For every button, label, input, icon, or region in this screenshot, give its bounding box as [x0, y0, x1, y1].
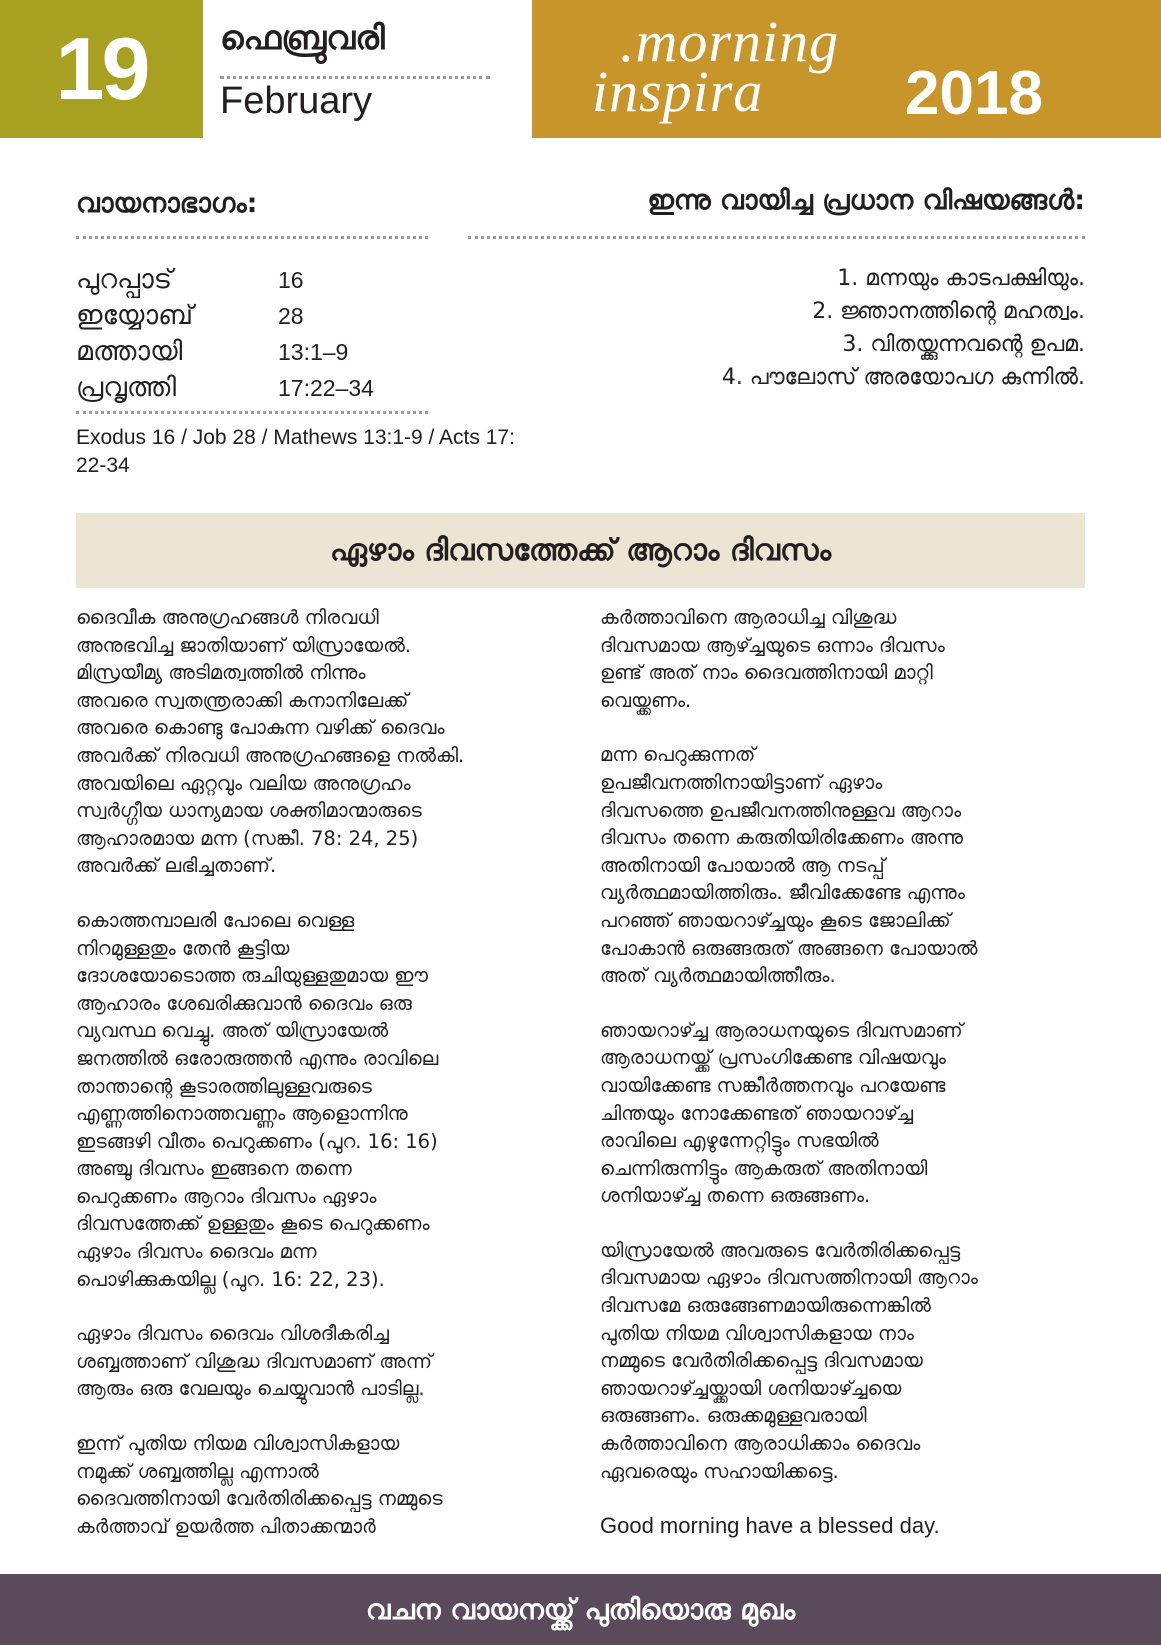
closing-greeting: Good morning have a blessed day. [600, 1513, 940, 1539]
day-number: 19 [55, 19, 148, 118]
month-divider [220, 76, 490, 79]
month-english: February [220, 80, 373, 122]
footer-banner [0, 1574, 1161, 1645]
body-paragraph: ദൈവീക അനുഗ്രഹങ്ങൾ നിരവധി അനുഭവിച്ച ജാതിയാണ് യിസ്രായേൽ. മിസ്രയീമ്യ അടിമത്വത്തിൽ നിന്നും അവരെ സ്വതന്ത്രരാക്കി കനാനിലേക്ക് അവരെ കൊണ്ടു പോകുന്ന വഴിക്ക് ദൈവം അവർക്ക് നിരവധി അനുഗ്രഹങ്ങളെ നൽകി. അവയിലെ ഏറ്റവും വലിയ അനുഗ്രഹം സ്വർഗ്ഗീയ ധാന്യമായ ശക്തിമാന്മാരുടെ ആഹാരമായ മന്ന (സങ്കീ. 78: 24, 25) അവർക്ക് ലഭിച്ചതാണ്. [76, 606, 465, 878]
reading-row [76, 262, 304, 298]
body-column-left [76, 604, 576, 1567]
body-column-right [600, 604, 1100, 1540]
reading-book: പ്രവൃത്തി [76, 372, 177, 403]
body-paragraph: കർത്താവിനെ ആരാധിച്ച വിശുദ്ധ ദിവസമായ ആഴ്ച്ചയുടെ ഒന്നാം ദിവസം ഉണ്ട് അത് നാം ദൈവത്തിനായി മാറ്റി വെയ്ക്കണം. [600, 606, 945, 712]
topic-item: 1. മന്നയും കാടപക്ഷിയും. [837, 266, 1085, 291]
reading-reference: 13:1–9 [278, 338, 349, 365]
reading-reference: 16 [278, 266, 304, 293]
reading-row [76, 334, 348, 370]
reading-book: ഇയ്യോബ് [76, 300, 193, 331]
body-paragraph: ഞായറാഴ്ച്ച ആരാധനയുടെ ദിവസമാണ് ആരാധനയ്ക്ക് പ്രസംഗിക്കേണ്ട വിഷയവും വായിക്കേണ്ട സങ്കീർത്തനവും പറയേണ്ട ചിന്തയും നോക്കേണ്ടത് ഞായറാഴ്ച്ച രാവിലെ എഴുന്നേറ്റിട്ടും സഭയിൽ ചെന്നിരുന്നിട്ടും ആകരുത് അതിനായി ശനിയാഴ്ച്ച തന്നെ ഒരുങ്ങണം. [600, 1018, 963, 1208]
reading-divider [76, 236, 428, 239]
footer-tagline: വചന വായനയ്ക്ക് പുതിയൊരു മുഖം [365, 1592, 796, 1626]
body-paragraph: ഏഴാം ദിവസം ദൈവം വിശദീകരിച്ച ശബ്ബത്താണ് വിശുദ്ധ ദിവസമാണ് അന്ന് ആരും ഒരു വേലയും ചെയ്യുവാൻ പാടില്ല. [76, 1322, 433, 1401]
reading-book: പുറപ്പാട് [76, 264, 173, 295]
topics-list [722, 262, 1085, 394]
reading-reference: 17:22–34 [278, 374, 374, 401]
reading-row [76, 370, 374, 406]
month-malayalam: ഫെബ്രുവരി [220, 18, 385, 57]
article-title-banner [76, 513, 1085, 588]
year-label: 2018 [905, 59, 1043, 128]
body-paragraph: കൊത്തമ്പാലരി പോലെ വെള്ള നിറമുള്ളതും തേൻ കൂട്ടിയ ദോശയോടൊത്ത രുചിയുള്ളതുമായ ഈ ആഹാരം ശേഖരിക്കുവാൻ ദൈവം ഒരു വ്യവസ്ഥ വെച്ചു. അത് യിസ്രായേൽ ജനത്തിൽ ഒരോരുത്തൻ എന്നും രാവിലെ താന്താന്റെ കൂടാരത്തിലുള്ളവരുടെ എണ്ണത്തിനൊത്തവണ്ണം ആളൊന്നിനു ഇടങ്ങഴി വീതം പെറുക്കണം (പുറ. 16: 16) അഞ്ചു ദിവസം ഇങ്ങനെ തന്നെ പെറുക്കണം ആറാം ദിവസം ഏഴാം ദിവസത്തേക്ക് ഉള്ളതും കൂടെ പെറുക്കണം ഏഴാം ദിവസം ദൈവം മന്ന പൊഴിക്കുകയില്ല (പുറ. 16: 22, 23). [76, 908, 439, 1291]
body-paragraph: ഇന്ന് പുതിയ നിയമ വിശ്വാസികളായ നമുക്ക് ശബ്ബത്തില്ല എന്നാൽ ദൈവത്തിനായി വേർതിരിക്കപ്പെട്ട നമ്മുടെ കർത്താവ് ഉയർത്ത പിതാക്കന്മാർ [76, 1432, 443, 1538]
brand-logo-line2: inspira [592, 59, 764, 124]
topic-item: 3. വിതയ്ക്കുന്നവന്റെ ഉപമ. [842, 332, 1085, 357]
reading-heading: വായനാഭാഗം: [76, 188, 258, 219]
reading-divider-bottom [76, 411, 428, 414]
topics-divider [468, 236, 1085, 239]
reading-row [76, 298, 304, 334]
reading-english-references: Exodus 16 / Job 28 / Mathews 13:1-9 / Acts 17: 22-34 [76, 426, 515, 477]
topic-item: 4. പൗലോസ് അരയോപഗ കുന്നിൽ. [721, 365, 1085, 390]
brand-logo-line1: .morning [620, 9, 840, 74]
article-title: ഏഴാം ദിവസത്തേക്ക് ആറാം ദിവസം [329, 533, 832, 568]
reading-reference: 28 [278, 302, 304, 329]
body-paragraph: യിസ്രായേൽ അവരുടെ വേർതിരിക്കപ്പെട്ട ദിവസമായ ഏഴാം ദിവസത്തിനായി ആറാം ദിവസമേ ഒരുങ്ങേണമായിരുന്നെങ്കിൽ പുതിയ നിയമ വിശ്വാസികളായ നാം നമ്മുടെ വേർതിരിക്കപ്പെട്ട ദിവസമായ ഞായറാഴ്ച്ചയ്ക്കായി ശനിയാഴ്ച്ചയെ ഒരുങ്ങണം. ഒരുക്കമുള്ളവരായി കർത്താവിനെ ആരാധിക്കാം ദൈവം ഏവരെയും സഹായിക്കട്ടെ. [600, 1238, 978, 1483]
topic-item: 2. ജ്ഞാനത്തിന്റെ മഹത്വം. [812, 299, 1085, 324]
topics-heading: ഇന്നു വായിച്ച പ്രധാന വിഷയങ്ങൾ: [647, 185, 1085, 216]
reading-book: മത്തായി [76, 336, 183, 367]
body-paragraph: മന്ന പെറുക്കുന്നത് ഉപജീവനത്തിനായിട്ടാണ് ഏഴാം ദിവസത്തെ ഉപജീവനത്തിനുള്ളവ ആറാം ദിവസം തന്നെ കരുതിയിരിക്കേണം അന്നു അതിനായി പോയാൽ ആ നടപ്പ് വ്യർത്ഥമായിത്തിരും. ജീവിക്കേണ്ടേ എന്നും പറഞ്ഞ് ഞായറാഴ്ച്ചയും കൂടെ ജോലിക്ക് പോകാൻ ഒരുങ്ങരുത് അങ്ങനെ പോയാൽ അത് വ്യർത്ഥമായിത്തീരും. [600, 743, 978, 988]
